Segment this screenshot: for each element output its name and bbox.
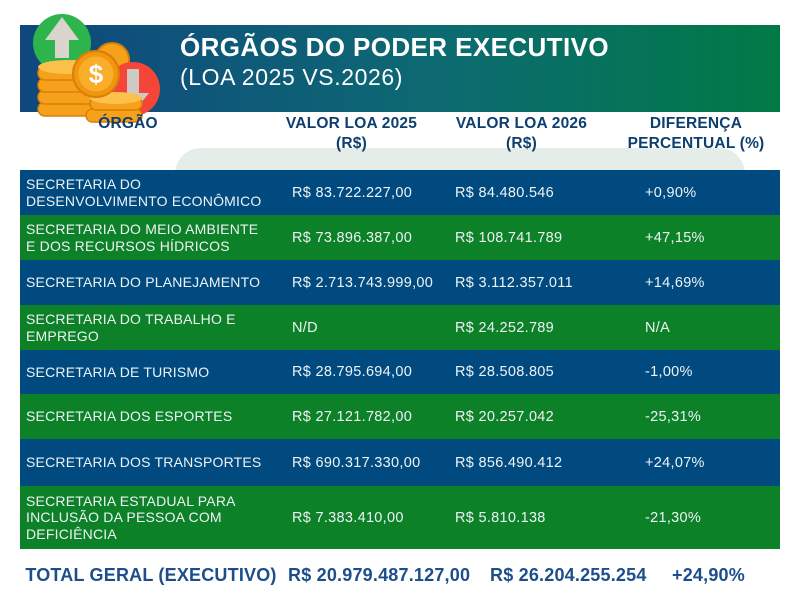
loa-2026-cell: R$ 28.508.805 [455, 364, 555, 380]
table-row [20, 305, 780, 350]
total-loa-2025: R$ 20.979.487.127,00 [288, 564, 471, 585]
coins-trend-icon [26, 2, 178, 124]
loa-2025-cell: R$ 28.795.694,00 [292, 364, 413, 380]
diff-percent-cell: +24,07% [645, 454, 705, 471]
table-row [20, 439, 780, 486]
loa-2026-cell: R$ 3.112.357.011 [455, 274, 573, 291]
table-row [20, 170, 780, 215]
table-row [20, 394, 780, 439]
loa-2025-cell: R$ 7.383.410,00 [292, 509, 404, 526]
loa-2025-cell: R$ 2.713.743.999,00 [292, 274, 434, 291]
column-header-orgao: ÓRGÃO [98, 115, 158, 132]
dollar-coin-icon [73, 51, 119, 97]
loa-2025-cell: R$ 73.896.387,00 [292, 229, 413, 246]
loa-2026-cell: R$ 108.741.789 [455, 229, 563, 246]
diff-percent-cell: +0,90% [645, 184, 697, 201]
table-header [20, 114, 780, 154]
column-header-diferenca: DIFERENÇA PERCENTUAL (%) [627, 115, 765, 153]
table-row [20, 350, 780, 394]
org-name-cell: SECRETARIA DOS TRANSPORTES [26, 454, 262, 471]
table-row [20, 215, 780, 260]
table-row [20, 260, 780, 305]
org-name-cell: SECRETARIA DO TRABALHO E EMPREGO [26, 310, 236, 344]
diff-percent-cell: N/A [645, 319, 671, 336]
total-diff: +24,90% [672, 564, 745, 585]
loa-2026-cell: R$ 84.480.546 [455, 184, 555, 201]
diff-percent-cell: +14,69% [645, 274, 705, 291]
total-loa-2026: R$ 26.204.255.254 [490, 564, 647, 585]
loa-2026-cell: R$ 20.257.042 [455, 408, 555, 425]
loa-2025-cell: R$ 27.121.782,00 [292, 408, 413, 425]
column-header-loa-2025: VALOR LOA 2025 (R$) [285, 115, 418, 153]
table-row [20, 486, 780, 549]
loa-2025-cell: R$ 690.317.330,00 [292, 454, 421, 471]
svg-text:$: $ [88, 59, 104, 89]
loa-2026-cell: R$ 5.810.138 [455, 509, 546, 526]
loa-2025-cell: R$ 83.722.227,00 [292, 184, 413, 201]
table-body [20, 170, 780, 549]
loa-2026-cell: R$ 24.252.789 [455, 319, 555, 336]
diff-percent-cell: -21,30% [645, 509, 702, 526]
org-name-cell: SECRETARIA DE TURISMO [26, 363, 210, 380]
org-name-cell: SECRETARIA ESTADUAL PARA INCLUSÃO DA PESSOA COM DEFICIÊNCIA [26, 492, 235, 542]
total-row [20, 558, 780, 592]
page-subtitle: (LOA 2025 VS.2026) [180, 64, 404, 91]
total-label: TOTAL GERAL (EXECUTIVO) [25, 564, 277, 585]
loa-2025-cell: N/D [292, 319, 318, 336]
diff-percent-cell: -25,31% [645, 408, 702, 425]
org-name-cell: SECRETARIA DOS ESPORTES [26, 408, 233, 425]
org-name-cell: SECRETARIA DO MEIO AMBIENTE E DOS RECURSOS HÍDRICOS [26, 220, 259, 254]
diff-percent-cell: -1,00% [645, 364, 693, 380]
loa-2026-cell: R$ 856.490.412 [455, 454, 563, 471]
page-title: ÓRGÃOS DO PODER EXECUTIVO [180, 32, 609, 62]
org-name-cell: SECRETARIA DO PLANEJAMENTO [26, 274, 261, 291]
org-name-cell: SECRETARIA DO DESENVOLVIMENTO ECONÔMICO [26, 175, 262, 209]
column-header-loa-2026: VALOR LOA 2026 (R$) [455, 115, 588, 153]
diff-percent-cell: +47,15% [645, 229, 705, 246]
